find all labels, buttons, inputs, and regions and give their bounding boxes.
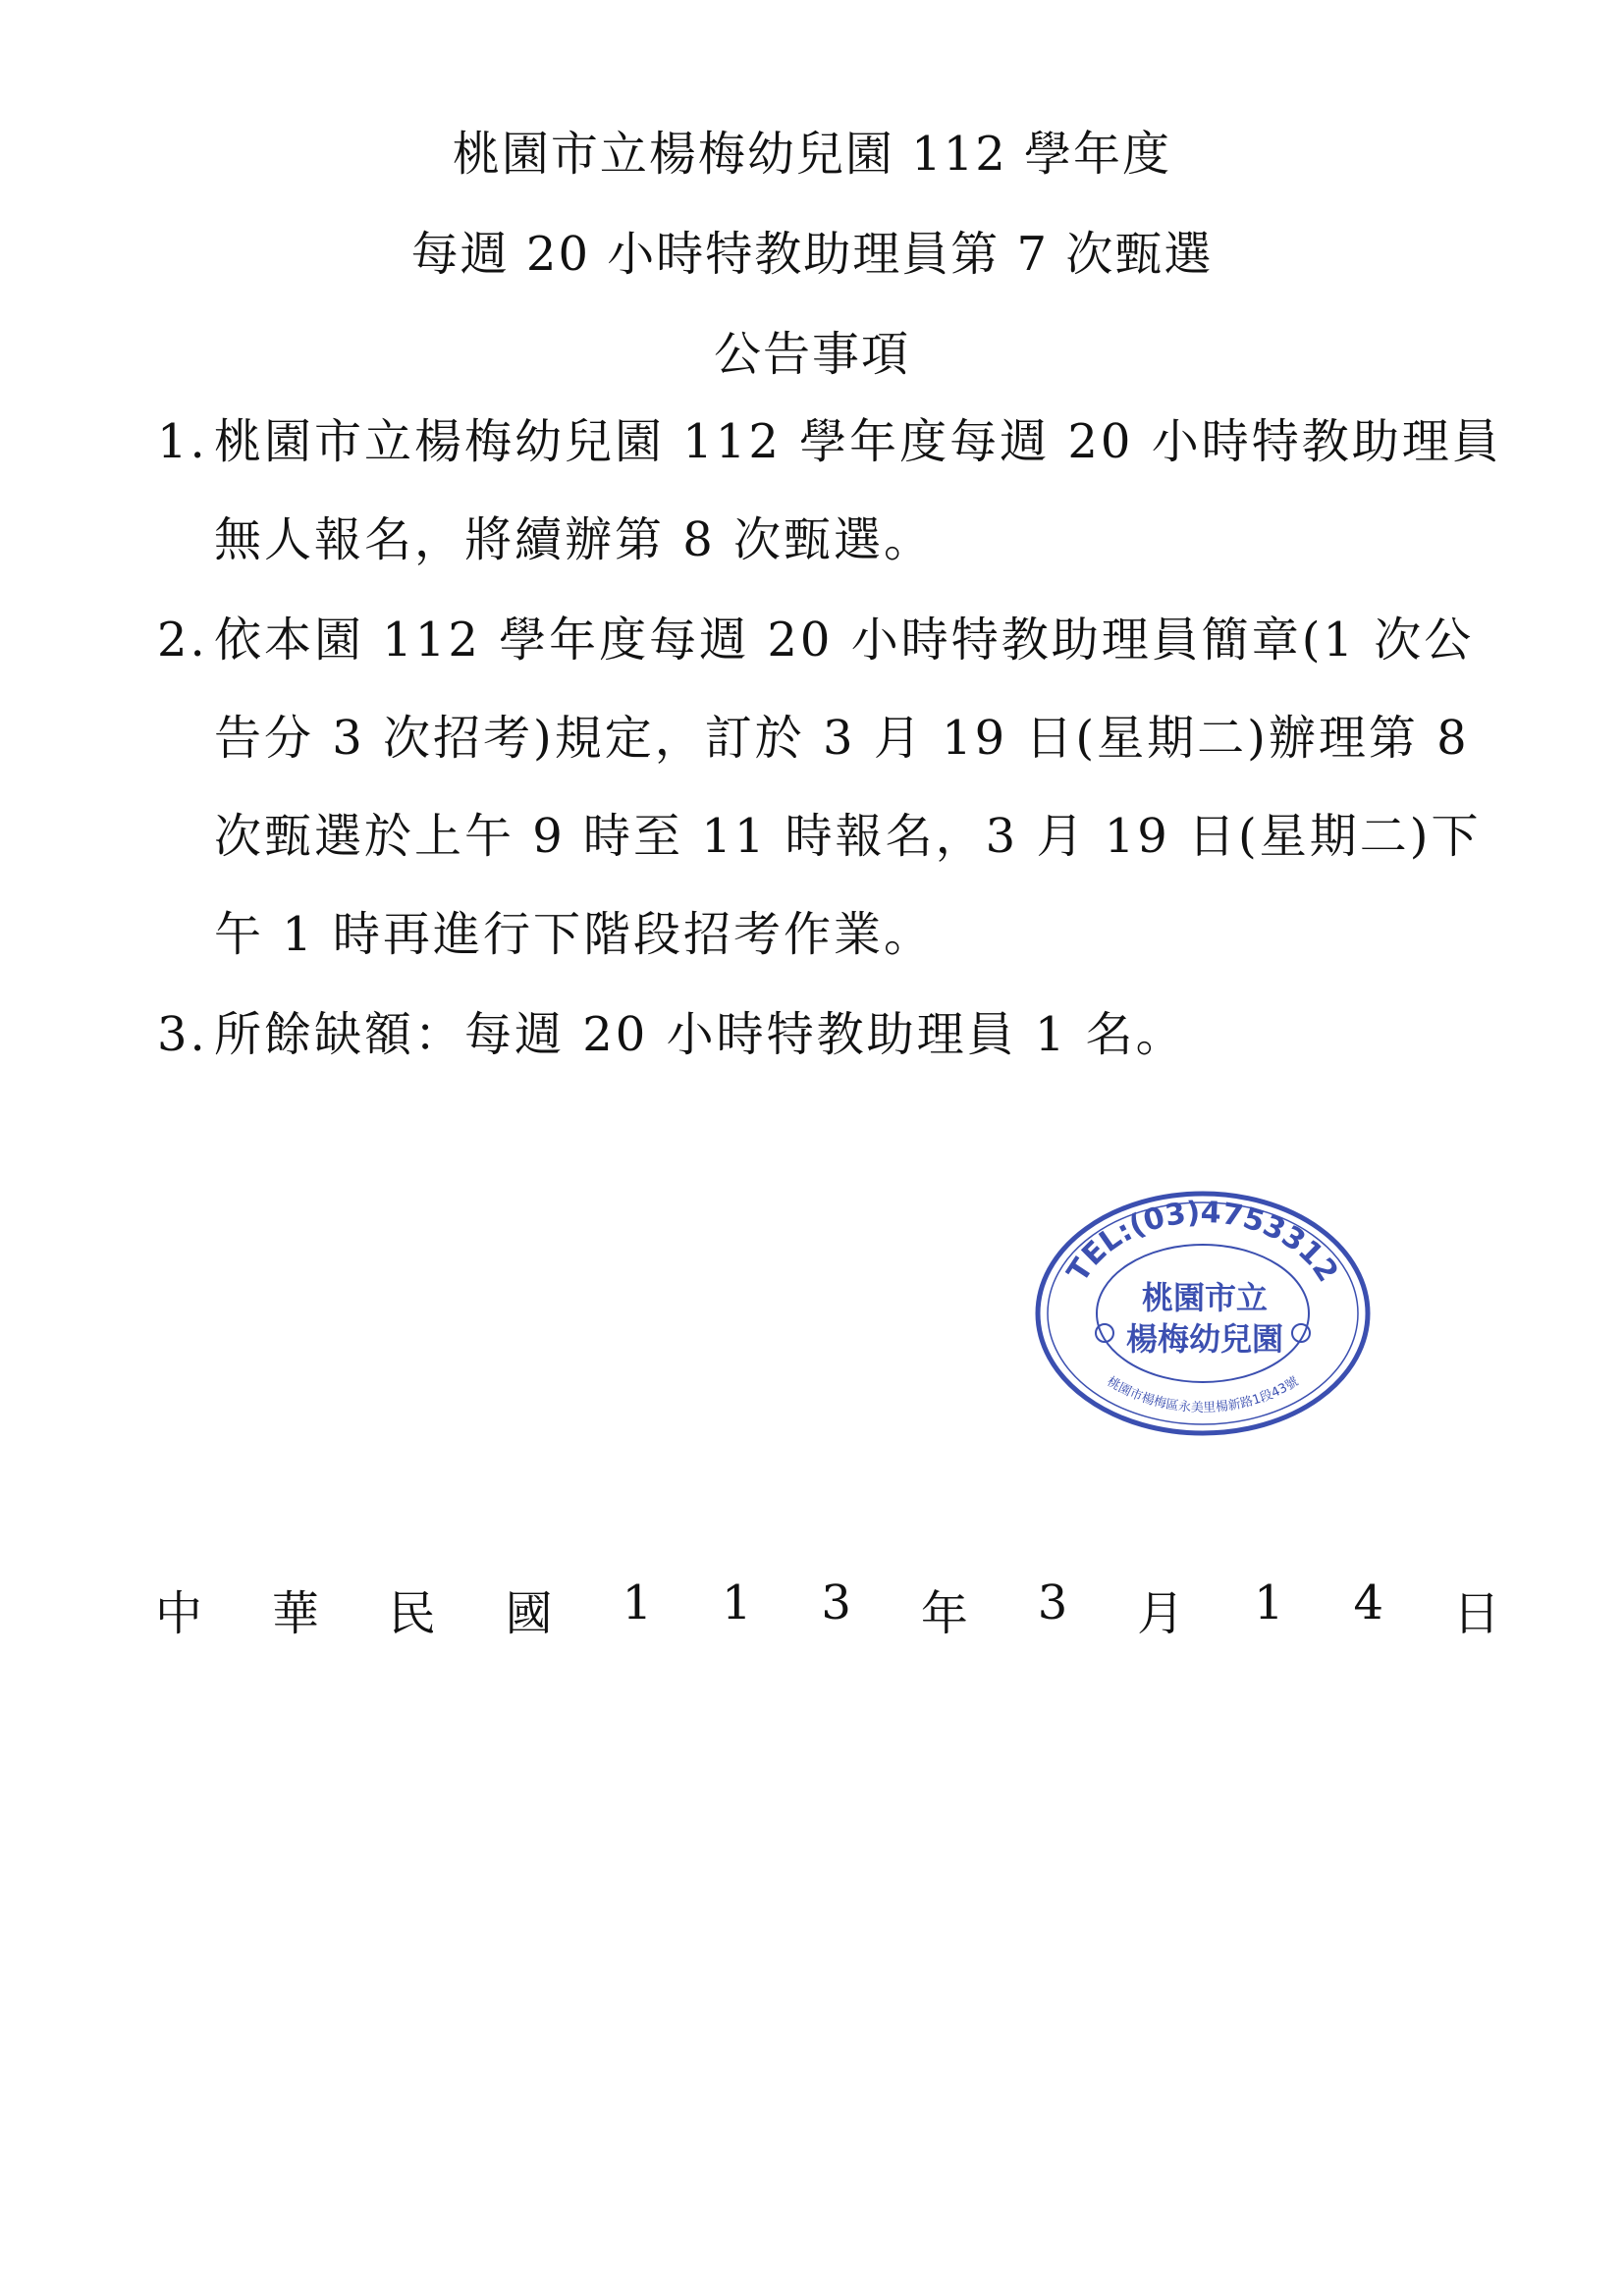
- date-char: 3: [1037, 1575, 1068, 1630]
- item-number: 3.: [157, 1007, 208, 1062]
- date-char: 華: [271, 1586, 319, 1641]
- announcement-item-3: [157, 986, 1512, 1084]
- date-char: 中: [155, 1586, 203, 1641]
- date-char: 3: [821, 1575, 851, 1630]
- seal-tel: TEL:(03)4753312: [1060, 1195, 1345, 1289]
- date-char: 4: [1353, 1575, 1383, 1630]
- announcement-item-2: [157, 591, 1512, 984]
- seal-name-line-1: 桃園市立: [1141, 1279, 1269, 1316]
- item-number: 2.: [157, 613, 208, 667]
- announcement-item-1: [157, 393, 1512, 589]
- date-char: 1: [721, 1575, 752, 1630]
- official-seal-stamp: [1031, 1186, 1375, 1441]
- seal-name-line-2: 楊梅幼兒園: [1125, 1320, 1284, 1358]
- date-char: 民: [388, 1586, 436, 1641]
- item-text: 依本園 112 學年度每週 20 小時特教助理員簡章(1 次公告分 3 次招考)規定，訂於 3 月 19 日(星期二)辦理第 8 次甄選於上午 9 時至 11 時報名，3 月 19 日(星期二)下午 1 時再進行下階段招考作業。: [214, 613, 1482, 962]
- date-char: 1: [622, 1575, 653, 1630]
- item-text: 桃園市立楊梅幼兒園 112 學年度每週 20 小時特教助理員無人報名，將續辦第 8 次甄選。: [214, 414, 1502, 567]
- date-char: 月: [1137, 1586, 1185, 1641]
- item-number: 1.: [157, 414, 208, 469]
- title-line-3: 公告事項: [713, 327, 910, 382]
- seal-address: 桃園市楊梅區永美里楊新路1段43號: [1104, 1374, 1302, 1416]
- title-line-2: 每週 20 小時特教助理員第 7 次甄選: [410, 227, 1214, 282]
- date-char: 國: [505, 1586, 553, 1641]
- date-char: 日: [1452, 1586, 1500, 1641]
- date-char: 1: [1254, 1575, 1284, 1630]
- item-text: 所餘缺額：每週 20 小時特教助理員 1 名。: [214, 1007, 1186, 1062]
- document-date: [155, 1575, 1500, 1643]
- title-line-1: 桃園市立楊梅幼兒園 112 學年度: [452, 127, 1172, 182]
- date-char: 年: [920, 1586, 968, 1641]
